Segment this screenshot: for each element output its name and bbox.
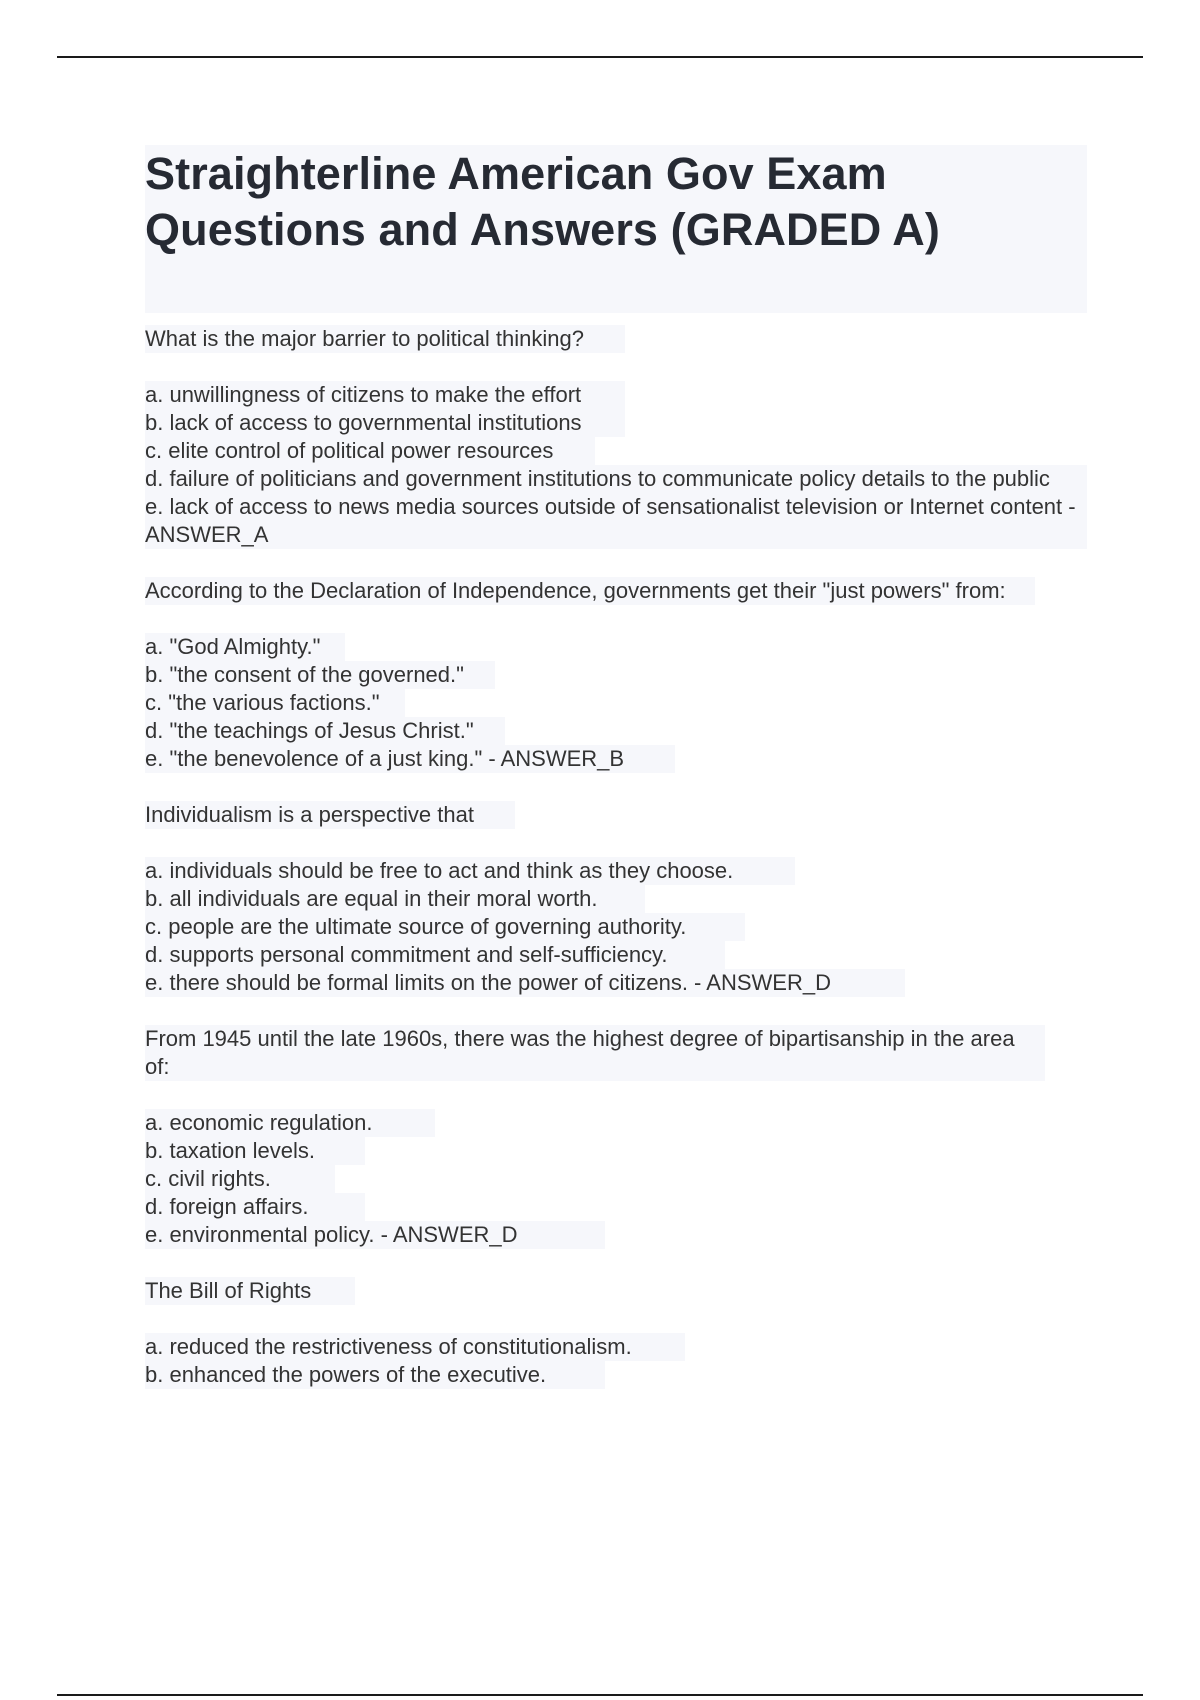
option-item: d. foreign affairs.: [145, 1193, 365, 1221]
options-list: [145, 1109, 1087, 1249]
document-body: [145, 145, 1087, 1389]
title-line-1: Straighterline American Gov Exam: [145, 148, 887, 199]
option-item: b. taxation levels.: [145, 1137, 365, 1165]
title-block: [145, 145, 1087, 313]
option-item: b. lack of access to governmental institutions: [145, 409, 625, 437]
option-item: a. economic regulation.: [145, 1109, 435, 1137]
option-item: a. reduced the restrictiveness of constitutionalism.: [145, 1333, 685, 1361]
option-item: a. individuals should be free to act and think as they choose.: [145, 857, 795, 885]
option-item: e. lack of access to news media sources outside of sensationalist television or Internet content - ANSWER_A: [145, 493, 1087, 549]
option-item: c. people are the ultimate source of governing authority.: [145, 913, 745, 941]
option-item: a. unwillingness of citizens to make the effort: [145, 381, 625, 409]
option-item: c. elite control of political power resources: [145, 437, 595, 465]
option-item: d. "the teachings of Jesus Christ.": [145, 717, 505, 745]
option-item: d. supports personal commitment and self-sufficiency.: [145, 941, 725, 969]
option-item: e. environmental policy. - ANSWER_D: [145, 1221, 605, 1249]
option-item: a. "God Almighty.": [145, 633, 345, 661]
question-block: [145, 801, 1087, 997]
option-item: c. "the various factions.": [145, 689, 405, 717]
question-block: [145, 1025, 1087, 1249]
options-list: [145, 857, 1087, 997]
question-text: What is the major barrier to political thinking?: [145, 325, 625, 353]
bottom-rule: [57, 1694, 1143, 1696]
question-text: The Bill of Rights: [145, 1277, 355, 1305]
title-line-2: Questions and Answers (GRADED A): [145, 204, 940, 255]
question-text: From 1945 until the late 1960s, there was the highest degree of bipartisanship in the area of:: [145, 1025, 1045, 1081]
option-item: e. there should be formal limits on the power of citizens. - ANSWER_D: [145, 969, 905, 997]
option-item: e. "the benevolence of a just king." - ANSWER_B: [145, 745, 675, 773]
top-rule: [57, 56, 1143, 58]
options-list: [145, 381, 1087, 549]
option-item: b. all individuals are equal in their moral worth.: [145, 885, 645, 913]
option-item: b. "the consent of the governed.": [145, 661, 495, 689]
option-item: d. failure of politicians and government institutions to communicate policy details to the public: [145, 465, 1087, 493]
options-list: [145, 1333, 1087, 1389]
question-text: Individualism is a perspective that: [145, 801, 515, 829]
option-item: c. civil rights.: [145, 1165, 335, 1193]
document-title: [145, 145, 1087, 258]
question-block: [145, 325, 1087, 549]
question-block: [145, 577, 1087, 773]
question-text: According to the Declaration of Independence, governments get their "just powers" from:: [145, 577, 1035, 605]
option-item: b. enhanced the powers of the executive.: [145, 1361, 605, 1389]
options-list: [145, 633, 1087, 773]
question-block: [145, 1277, 1087, 1389]
